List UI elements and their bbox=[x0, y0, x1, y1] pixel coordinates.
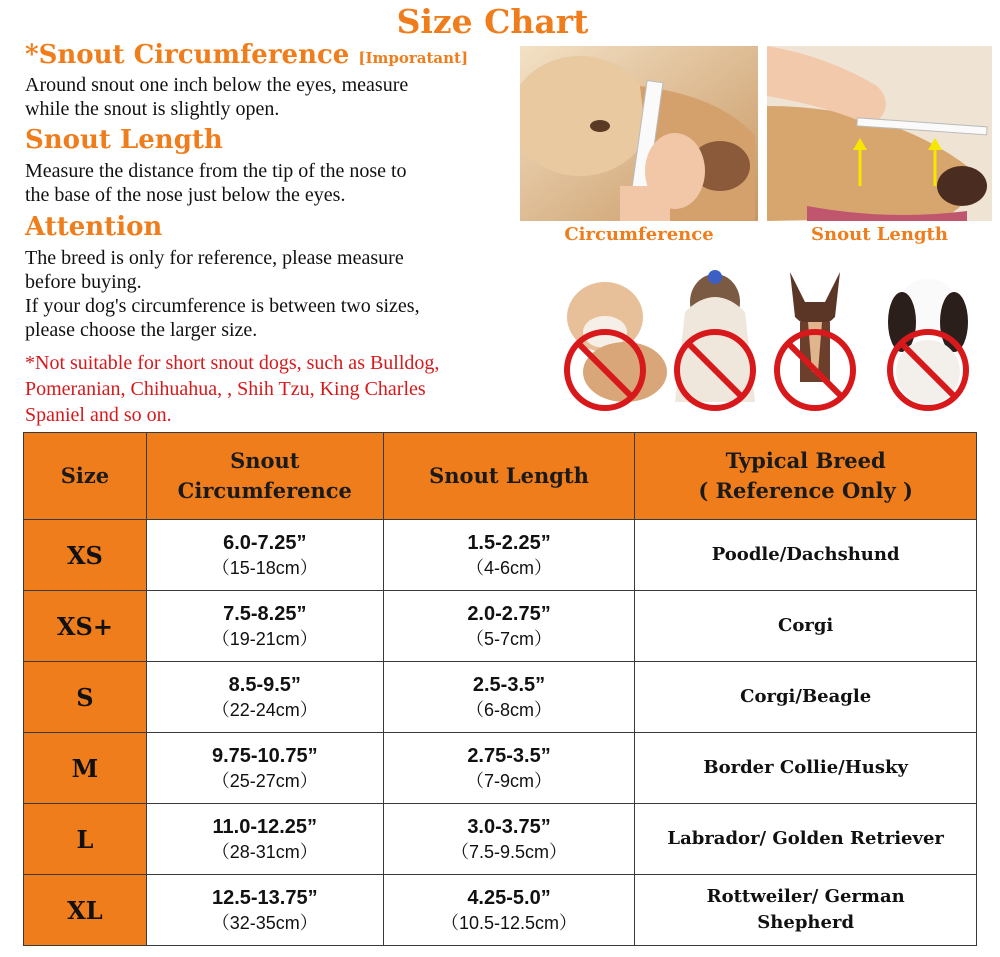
circumference-cell bbox=[146, 804, 383, 875]
breed-text: Shepherd bbox=[757, 912, 855, 933]
circumference-cell bbox=[146, 875, 383, 946]
table-row bbox=[24, 875, 977, 946]
circumference-cell bbox=[146, 591, 383, 662]
attention-instructions bbox=[25, 246, 420, 342]
length-cell bbox=[383, 520, 635, 591]
text-line: Pomeranian, Chihuahua, , Shih Tzu, King Charles bbox=[25, 378, 426, 400]
snout-length-caption: Snout Length bbox=[811, 224, 948, 245]
length-cell bbox=[383, 733, 635, 804]
breed-cell bbox=[635, 520, 977, 591]
inch-value: 4.25-5.0” bbox=[467, 887, 551, 909]
inch-value: 1.5-2.25” bbox=[467, 532, 551, 554]
table-row bbox=[24, 520, 977, 591]
length-instructions bbox=[25, 159, 407, 207]
cm-value: （32-35cm） bbox=[211, 913, 318, 933]
header-breed bbox=[635, 433, 977, 520]
bulldog-icon bbox=[567, 282, 667, 408]
cm-value: （15-18cm） bbox=[211, 558, 318, 578]
attention-heading: Attention bbox=[25, 212, 163, 242]
cm-value: （10.5-12.5cm） bbox=[440, 913, 578, 933]
breed-cell bbox=[635, 591, 977, 662]
text-line: please choose the larger size. bbox=[25, 319, 258, 341]
breed-cell bbox=[635, 804, 977, 875]
circumference-cell bbox=[146, 520, 383, 591]
inch-value: 6.0-7.25” bbox=[223, 532, 307, 554]
inch-value: 2.0-2.75” bbox=[467, 603, 551, 625]
breed-text: Poodle/Dachshund bbox=[711, 544, 900, 565]
cm-value: （19-21cm） bbox=[211, 629, 318, 649]
shih-tzu-icon bbox=[675, 270, 755, 408]
cm-value: （7.5-9.5cm） bbox=[450, 842, 568, 862]
length-cell bbox=[383, 591, 635, 662]
header-text: Typical Breed bbox=[725, 448, 886, 473]
header-text: ( Reference Only ) bbox=[698, 478, 913, 503]
text-line: Measure the distance from the tip of the nose to bbox=[25, 160, 407, 182]
inch-value: 8.5-9.5” bbox=[228, 674, 301, 696]
text-line: the base of the nose just below the eyes. bbox=[25, 184, 346, 206]
size-table bbox=[23, 432, 977, 946]
cm-value: （25-27cm） bbox=[211, 771, 318, 791]
text-line: The breed is only for reference, please measure bbox=[25, 247, 404, 269]
cm-value: （4-6cm） bbox=[466, 558, 553, 578]
header-text: Snout bbox=[230, 448, 300, 473]
text-line: while the snout is slightly open. bbox=[25, 98, 280, 120]
size-cell: L bbox=[24, 804, 147, 875]
inch-value: 11.0-12.25” bbox=[212, 816, 318, 838]
circumference-heading-text: *Snout Circumference bbox=[25, 40, 350, 70]
length-heading: Snout Length bbox=[25, 125, 223, 155]
size-cell: XL bbox=[24, 875, 147, 946]
size-cell: S bbox=[24, 662, 147, 733]
circumference-photo bbox=[520, 46, 758, 221]
table-row bbox=[24, 662, 977, 733]
important-note: [Imporatant] bbox=[358, 49, 469, 67]
text-line: *Not suitable for short snout dogs, such as Bulldog, bbox=[25, 352, 440, 374]
text-line: before buying. bbox=[25, 271, 142, 293]
breed-cell bbox=[635, 662, 977, 733]
inch-value: 7.5-8.25” bbox=[223, 603, 307, 625]
breed-text: Labrador/ Golden Retriever bbox=[667, 828, 944, 849]
circumference-cell bbox=[146, 662, 383, 733]
circumference-instructions bbox=[25, 73, 408, 121]
spaniel-icon bbox=[888, 279, 968, 408]
breed-text: Border Collie/Husky bbox=[703, 757, 908, 778]
length-cell bbox=[383, 875, 635, 946]
table-row bbox=[24, 733, 977, 804]
table-row bbox=[24, 591, 977, 662]
breed-text: Corgi/Beagle bbox=[740, 686, 872, 707]
inch-value: 9.75-10.75” bbox=[211, 745, 318, 767]
breed-cell bbox=[635, 875, 977, 946]
length-cell bbox=[383, 662, 635, 733]
inch-value: 3.0-3.75” bbox=[467, 816, 551, 838]
chihuahua-icon bbox=[777, 272, 853, 408]
unsuitable-breeds-illustration bbox=[550, 262, 995, 412]
breed-text: Corgi bbox=[778, 615, 834, 636]
text-line: Around snout one inch below the eyes, measure bbox=[25, 74, 409, 96]
short-snout-warning bbox=[25, 350, 439, 428]
circumference-caption: Circumference bbox=[564, 224, 714, 245]
length-cell bbox=[383, 804, 635, 875]
size-cell: XS bbox=[24, 520, 147, 591]
snout-length-photo bbox=[767, 46, 992, 221]
table-row bbox=[24, 804, 977, 875]
page-title: Size Chart bbox=[396, 2, 589, 41]
header-text: Circumference bbox=[177, 478, 352, 503]
breed-text: Rottweiler/ German bbox=[706, 886, 905, 907]
header-circumference bbox=[146, 433, 383, 520]
inch-value: 12.5-13.75” bbox=[211, 887, 318, 909]
cm-value: （28-31cm） bbox=[211, 842, 318, 862]
text-line: Spaniel and so on. bbox=[25, 404, 172, 426]
circumference-heading bbox=[25, 40, 468, 70]
text-line: If your dog's circumference is between two sizes, bbox=[25, 295, 420, 317]
breed-cell bbox=[635, 733, 977, 804]
cm-value: （5-7cm） bbox=[466, 629, 553, 649]
cm-value: （7-9cm） bbox=[466, 771, 553, 791]
size-cell: M bbox=[24, 733, 147, 804]
circumference-cell bbox=[146, 733, 383, 804]
cm-value: （6-8cm） bbox=[466, 700, 553, 720]
inch-value: 2.5-3.5” bbox=[472, 674, 546, 696]
size-cell: XS+ bbox=[24, 591, 147, 662]
header-length: Snout Length bbox=[383, 433, 635, 520]
inch-value: 2.75-3.5” bbox=[467, 745, 551, 767]
table-header-row bbox=[24, 433, 977, 520]
header-size: Size bbox=[24, 433, 147, 520]
cm-value: （22-24cm） bbox=[211, 700, 318, 720]
